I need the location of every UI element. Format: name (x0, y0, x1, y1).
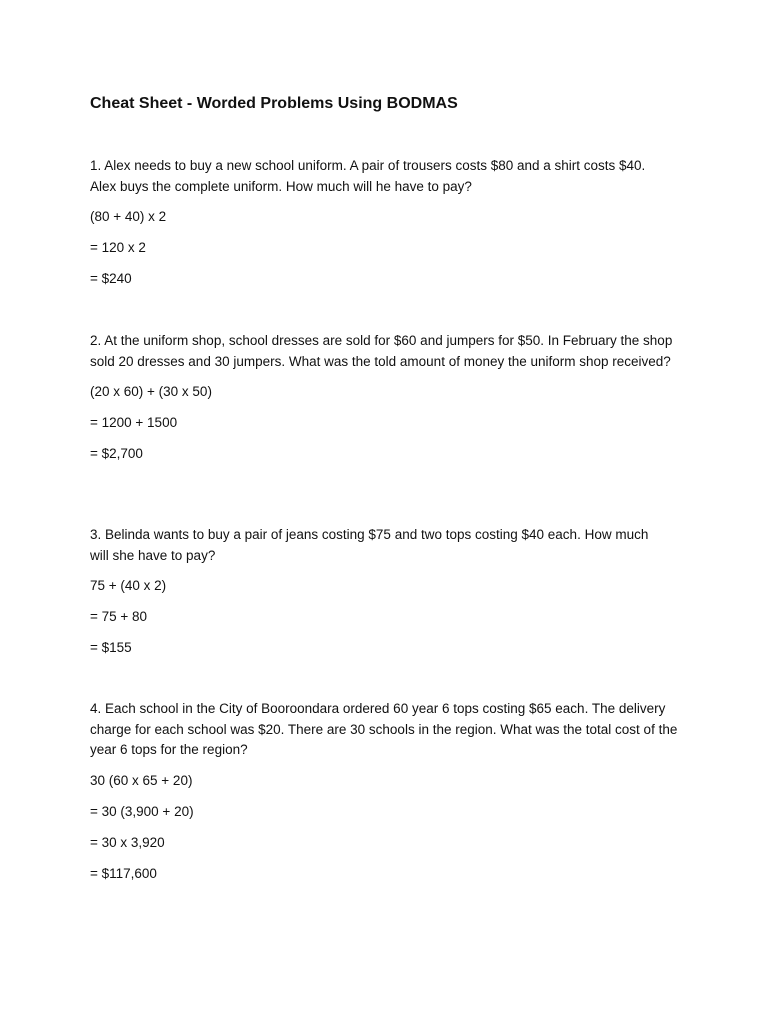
problem-question: 1. Alex needs to buy a new school uniform. A pair of trousers costs $80 and a shirt costs $40. Alex buys the complete uniform. How much will he have to pay? (90, 158, 646, 194)
solution-step: = 120 x 2 (90, 240, 146, 255)
solution-step: = 75 + 80 (90, 609, 148, 624)
solution-step: = 1200 + 1500 (90, 415, 178, 430)
problem-question: 2. At the uniform shop, school dresses are sold for $60 and jumpers for $50. In February the shop sold 20 dresses and 30 jumpers. What was the told amount of money the uniform shop received? (90, 333, 673, 369)
problem-question: 3. Belinda wants to buy a pair of jeans costing $75 and two tops costing $40 each. How much will she have to pay? (90, 527, 649, 563)
solution-step: = $2,700 (90, 446, 143, 461)
solution-step: = 30 (3,900 + 20) (90, 803, 194, 819)
solution-step: = $240 (90, 271, 132, 286)
problem-1 (90, 156, 680, 289)
solution-step: 75 + (40 x 2) (90, 578, 167, 593)
solution-step: (20 x 60) + (30 x 50) (90, 384, 212, 399)
problem-2 (90, 331, 680, 464)
problem-4 (90, 699, 680, 884)
problem-3 (90, 525, 680, 658)
solution-step: 30 (60 x 65 + 20) (90, 772, 193, 788)
problem-question: 4. Each school in the City of Booroondara ordered 60 year 6 tops costing $65 each. The delivery charge for each school was $20. There are 30 schools in the region. What was the total cost of the year 6 tops for the region? (90, 701, 678, 757)
page-title: Cheat Sheet - Worded Problems Using BODMAS (90, 95, 458, 112)
solution-step: (80 + 40) x 2 (90, 209, 167, 224)
solution-step: = $155 (90, 640, 132, 655)
solution-step: = $117,600 (90, 865, 157, 881)
solution-step: = 30 x 3,920 (90, 834, 165, 850)
